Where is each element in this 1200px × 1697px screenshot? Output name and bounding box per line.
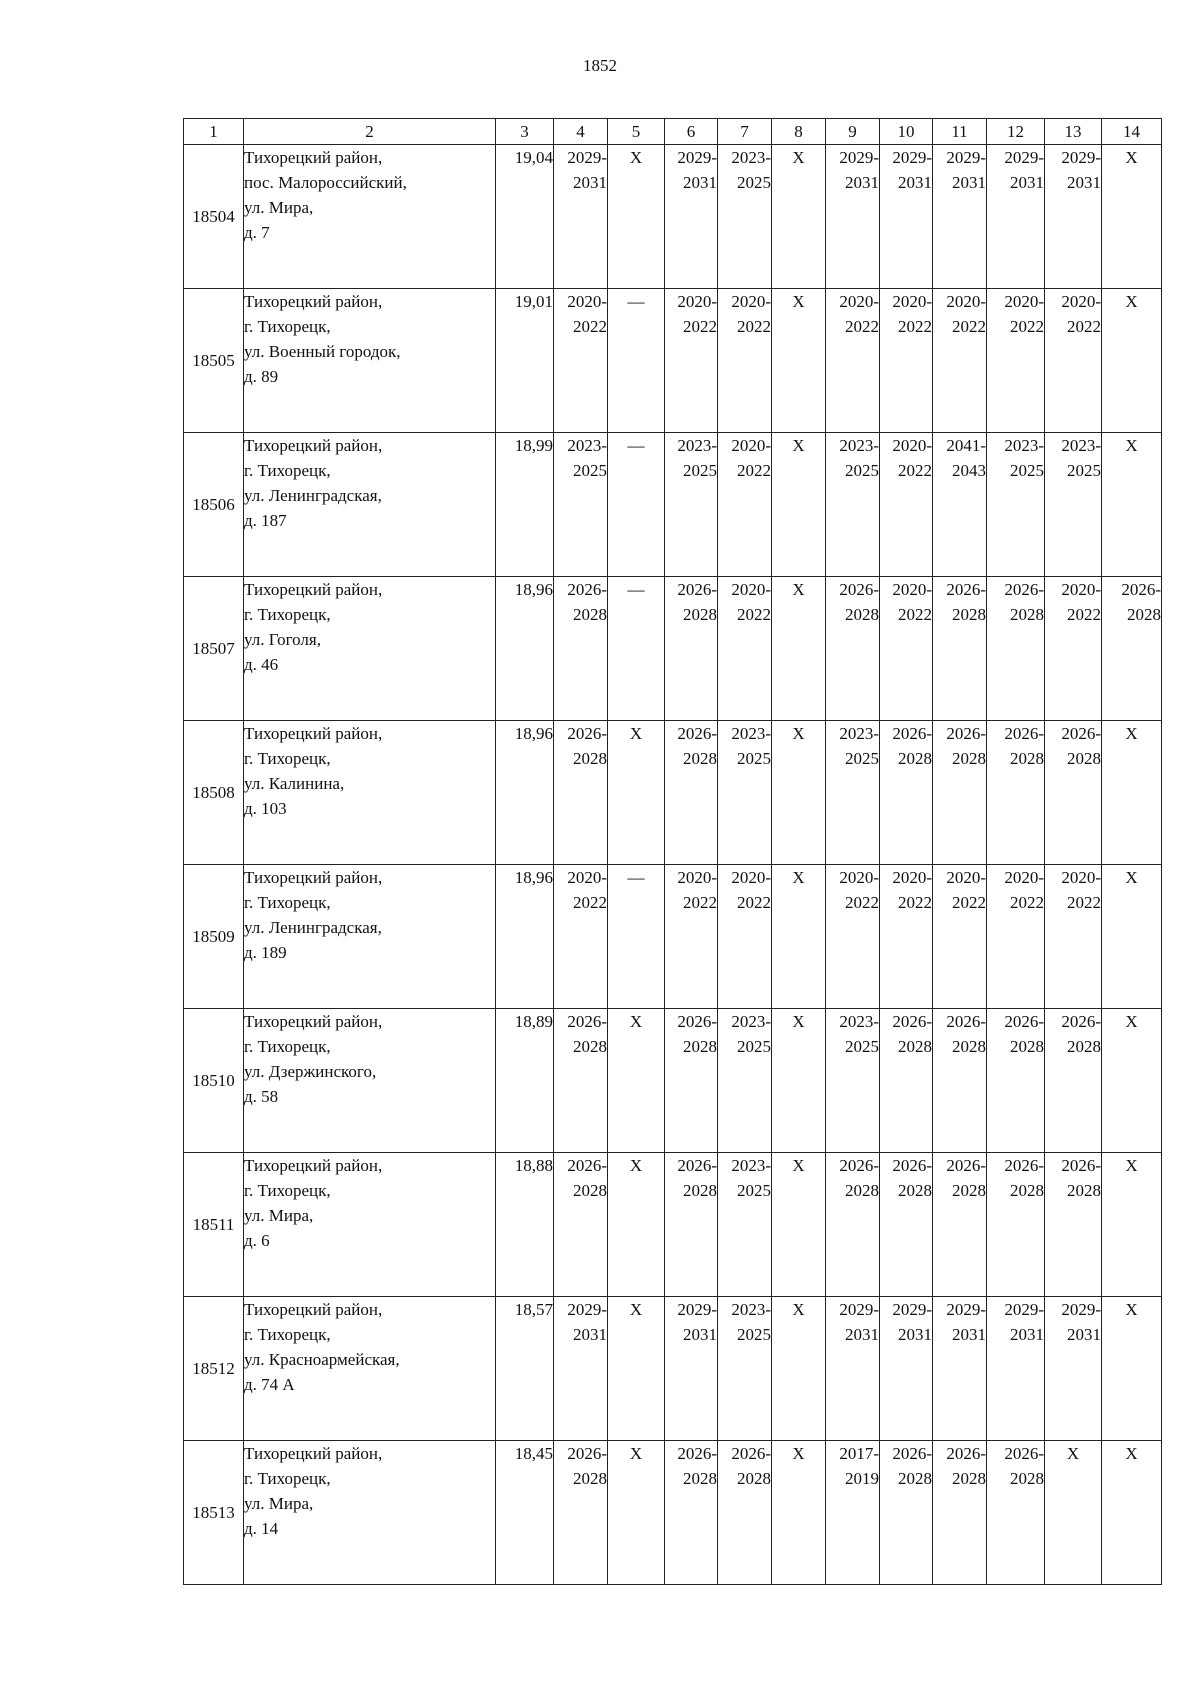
col-7-cell: 2020- 2022 [718,577,772,721]
col-7-cell: 2026- 2028 [718,1441,772,1585]
col-6-cell: 2023- 2025 [665,433,718,577]
row-number-cell: 18510 [184,1009,244,1153]
col-13-cell: 2020- 2022 [1045,577,1102,721]
column-header: 4 [554,119,608,145]
col-11-cell: 2029- 2031 [933,145,987,289]
col-6-cell: 2026- 2028 [665,577,718,721]
col-14-cell: Х [1102,145,1162,289]
col-5-cell: Х [608,1441,665,1585]
col-13-cell: 2026- 2028 [1045,721,1102,865]
col-14-cell: Х [1102,1009,1162,1153]
col-11-cell: 2026- 2028 [933,1441,987,1585]
table-row [184,433,1162,577]
col-11-cell: 2026- 2028 [933,577,987,721]
col-11-cell: 2020- 2022 [933,865,987,1009]
address-cell: Тихорецкий район, г. Тихорецк, ул. Ленинградская, д. 187 [244,433,496,577]
column-header: 9 [826,119,880,145]
col-10-cell: 2026- 2028 [880,1441,933,1585]
col-8-cell: Х [772,289,826,433]
col-13-cell: 2026- 2028 [1045,1153,1102,1297]
area-cell: 18,96 [496,865,554,1009]
column-header: 1 [184,119,244,145]
column-header: 13 [1045,119,1102,145]
col-7-cell: 2020- 2022 [718,289,772,433]
address-cell: Тихорецкий район, г. Тихорецк, ул. Дзержинского, д. 58 [244,1009,496,1153]
area-cell: 19,04 [496,145,554,289]
col-11-cell: 2026- 2028 [933,721,987,865]
address-cell: Тихорецкий район, г. Тихорецк, ул. Гоголя, д. 46 [244,577,496,721]
table-row [184,721,1162,865]
col-5-cell: — [608,865,665,1009]
col-14-cell: 2026- 2028 [1102,577,1162,721]
col-4-cell: 2026- 2028 [554,577,608,721]
col-9-cell: 2020- 2022 [826,865,880,1009]
column-header: 2 [244,119,496,145]
col-13-cell: 2026- 2028 [1045,1009,1102,1153]
col-9-cell: 2017- 2019 [826,1441,880,1585]
column-header: 5 [608,119,665,145]
table-row [184,1153,1162,1297]
column-number-row [184,119,1162,145]
table-row [184,289,1162,433]
col-8-cell: Х [772,721,826,865]
col-12-cell: 2029- 2031 [987,1297,1045,1441]
col-14-cell: Х [1102,865,1162,1009]
table-row [184,1441,1162,1585]
row-number-cell: 18511 [184,1153,244,1297]
area-cell: 18,96 [496,721,554,865]
col-13-cell: 2029- 2031 [1045,1297,1102,1441]
col-11-cell: 2029- 2031 [933,1297,987,1441]
col-9-cell: 2026- 2028 [826,577,880,721]
col-14-cell: Х [1102,1297,1162,1441]
col-4-cell: 2026- 2028 [554,1153,608,1297]
col-12-cell: 2020- 2022 [987,865,1045,1009]
col-6-cell: 2020- 2022 [665,289,718,433]
col-12-cell: 2026- 2028 [987,721,1045,865]
col-7-cell: 2023- 2025 [718,1153,772,1297]
col-5-cell: Х [608,1297,665,1441]
col-4-cell: 2026- 2028 [554,1009,608,1153]
column-header: 6 [665,119,718,145]
col-9-cell: 2026- 2028 [826,1153,880,1297]
address-cell: Тихорецкий район, г. Тихорецк, ул. Мира, д. 6 [244,1153,496,1297]
col-11-cell: 2026- 2028 [933,1153,987,1297]
col-10-cell: 2026- 2028 [880,721,933,865]
col-6-cell: 2026- 2028 [665,1009,718,1153]
row-number-cell: 18513 [184,1441,244,1585]
area-cell: 18,96 [496,577,554,721]
address-cell: Тихорецкий район, г. Тихорецк, ул. Красноармейская, д. 74 А [244,1297,496,1441]
col-12-cell: 2026- 2028 [987,577,1045,721]
col-7-cell: 2023- 2025 [718,721,772,865]
col-10-cell: 2026- 2028 [880,1153,933,1297]
col-14-cell: Х [1102,1441,1162,1585]
row-number-cell: 18508 [184,721,244,865]
col-8-cell: Х [772,433,826,577]
row-number-cell: 18512 [184,1297,244,1441]
col-5-cell: — [608,577,665,721]
register-table [183,118,1162,1585]
table-row [184,1297,1162,1441]
col-13-cell: 2029- 2031 [1045,145,1102,289]
col-4-cell: 2029- 2031 [554,1297,608,1441]
table-row [184,1009,1162,1153]
page-number: 1852 [583,56,617,75]
col-6-cell: 2026- 2028 [665,1441,718,1585]
col-11-cell: 2026- 2028 [933,1009,987,1153]
col-4-cell: 2026- 2028 [554,1441,608,1585]
col-8-cell: Х [772,1153,826,1297]
col-5-cell: Х [608,1153,665,1297]
col-4-cell: 2020- 2022 [554,865,608,1009]
col-12-cell: 2020- 2022 [987,289,1045,433]
col-5-cell: — [608,289,665,433]
col-13-cell: 2023- 2025 [1045,433,1102,577]
col-10-cell: 2020- 2022 [880,433,933,577]
column-header: 7 [718,119,772,145]
col-4-cell: 2023- 2025 [554,433,608,577]
col-12-cell: 2026- 2028 [987,1009,1045,1153]
row-number-cell: 18505 [184,289,244,433]
col-5-cell: — [608,433,665,577]
col-9-cell: 2029- 2031 [826,1297,880,1441]
column-header: 12 [987,119,1045,145]
col-4-cell: 2020- 2022 [554,289,608,433]
col-10-cell: 2020- 2022 [880,865,933,1009]
col-7-cell: 2023- 2025 [718,145,772,289]
col-14-cell: Х [1102,289,1162,433]
col-14-cell: Х [1102,1153,1162,1297]
address-cell: Тихорецкий район, пос. Малороссийский, ул. Мира, д. 7 [244,145,496,289]
row-number-cell: 18506 [184,433,244,577]
col-5-cell: Х [608,721,665,865]
col-12-cell: 2026- 2028 [987,1153,1045,1297]
col-6-cell: 2026- 2028 [665,721,718,865]
col-9-cell: 2029- 2031 [826,145,880,289]
address-cell: Тихорецкий район, г. Тихорецк, ул. Мира, д. 14 [244,1441,496,1585]
col-11-cell: 2020- 2022 [933,289,987,433]
area-cell: 18,88 [496,1153,554,1297]
area-cell: 18,57 [496,1297,554,1441]
col-8-cell: Х [772,145,826,289]
col-6-cell: 2029- 2031 [665,1297,718,1441]
area-cell: 18,99 [496,433,554,577]
row-number-cell: 18507 [184,577,244,721]
column-header: 8 [772,119,826,145]
column-header: 3 [496,119,554,145]
col-10-cell: 2029- 2031 [880,1297,933,1441]
col-13-cell: 2020- 2022 [1045,865,1102,1009]
col-9-cell: 2023- 2025 [826,1009,880,1153]
col-8-cell: Х [772,865,826,1009]
area-cell: 19,01 [496,289,554,433]
col-9-cell: 2023- 2025 [826,433,880,577]
col-10-cell: 2020- 2022 [880,577,933,721]
col-8-cell: Х [772,1009,826,1153]
area-cell: 18,89 [496,1009,554,1153]
col-5-cell: Х [608,1009,665,1153]
column-header: 10 [880,119,933,145]
column-header: 14 [1102,119,1162,145]
col-8-cell: Х [772,1297,826,1441]
col-7-cell: 2023- 2025 [718,1297,772,1441]
col-11-cell: 2041- 2043 [933,433,987,577]
col-7-cell: 2020- 2022 [718,865,772,1009]
col-4-cell: 2029- 2031 [554,145,608,289]
row-number-cell: 18504 [184,145,244,289]
address-cell: Тихорецкий район, г. Тихорецк, ул. Ленинградская, д. 189 [244,865,496,1009]
col-6-cell: 2026- 2028 [665,1153,718,1297]
col-7-cell: 2023- 2025 [718,1009,772,1153]
col-8-cell: Х [772,577,826,721]
col-7-cell: 2020- 2022 [718,433,772,577]
col-6-cell: 2029- 2031 [665,145,718,289]
col-6-cell: 2020- 2022 [665,865,718,1009]
col-13-cell: Х [1045,1441,1102,1585]
col-9-cell: 2020- 2022 [826,289,880,433]
col-12-cell: 2026- 2028 [987,1441,1045,1585]
col-12-cell: 2029- 2031 [987,145,1045,289]
address-cell: Тихорецкий район, г. Тихорецк, ул. Военный городок, д. 89 [244,289,496,433]
col-5-cell: Х [608,145,665,289]
table-row [184,577,1162,721]
column-header: 11 [933,119,987,145]
col-10-cell: 2026- 2028 [880,1009,933,1153]
col-14-cell: Х [1102,721,1162,865]
col-10-cell: 2029- 2031 [880,145,933,289]
col-13-cell: 2020- 2022 [1045,289,1102,433]
table-row [184,145,1162,289]
col-10-cell: 2020- 2022 [880,289,933,433]
col-8-cell: Х [772,1441,826,1585]
address-cell: Тихорецкий район, г. Тихорецк, ул. Калинина, д. 103 [244,721,496,865]
area-cell: 18,45 [496,1441,554,1585]
col-14-cell: Х [1102,433,1162,577]
table-row [184,865,1162,1009]
col-12-cell: 2023- 2025 [987,433,1045,577]
row-number-cell: 18509 [184,865,244,1009]
col-4-cell: 2026- 2028 [554,721,608,865]
col-9-cell: 2023- 2025 [826,721,880,865]
